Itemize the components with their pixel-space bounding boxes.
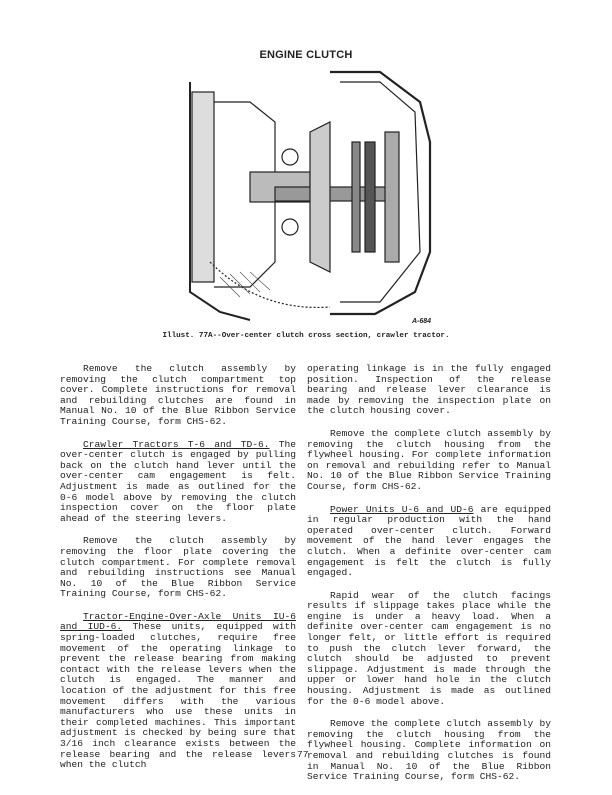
page-title: ENGINE CLUTCH [259, 49, 353, 61]
paragraph: Tractor-Engine-Over-Axle Units IU-6 and IUD-6. These units, equipped with spring-loaded clutches, require free movement of the operating linkage to prevent the release bearing from making contact with the release levers when the clutch is engaged. The manner and location of the adjustment for this free movement differs with the various manufacturers who use these units in their completed machines. This important adjustment is checked by being sure that 3/16 inch clearance exists between the release bearing and the release levers when the clutch [60, 610, 296, 771]
paragraph: Remove the complete clutch assembly by removing the clutch housing from the flywheel housing. Complete information on removal and rebuilding clutches is found in Manual No. 10 of the Blue Ribbon Service Training Course, form CHS-62. [307, 718, 551, 783]
paragraph: Remove the complete clutch assembly by removing the clutch housing from the flywheel housing. For complete information on removal and rebuilding refer to Manual No. 10 of the Blue Ribbon Service Training Course, form CHS-62. [307, 427, 551, 492]
section-heading: Crawler Tractors T-6 and TD-6. [83, 438, 270, 450]
left-column [60, 364, 296, 783]
figure-caption: Illust. 77A--Over-center clutch cross section, crawler tractor. [162, 332, 450, 340]
paragraph: Remove the clutch assembly by removing the clutch compartment top cover. Complete instructions for removal and rebuilding clutches are found in Manual No. 10 of the Blue Ribbon Service Training Course, form CHS-62. [60, 363, 296, 427]
paragraph: Remove the clutch assembly by removing the floor plate covering the clutch compartment. For complete removal and rebuilding instructions see Manual No. 10 of the Blue Ribbon Service Training Course, form CHS-62. [60, 535, 296, 600]
section-heading: Tractor-Engine-Over-Axle Units IU-6 and IUD-6. [60, 610, 296, 633]
paragraph: Power Units U-6 and UD-6 are equipped in regular production with the hand operated over-center clutch. Forward movement of the hand lever engages the clutch. When a definite over-center cam engagement is felt the clutch is fully engaged. [307, 503, 551, 579]
paragraph: operating linkage is in the fully engaged position. Inspection of the release bearing and release lever clearance is made by removing the inspection plate on the clutch housing cover. [307, 363, 551, 417]
page-number: 77 [297, 749, 309, 760]
right-column [307, 364, 551, 795]
paragraph: Crawler Tractors T-6 and TD-6. The over-center clutch is engaged by pulling back on the clutch hand lever until the over-center cam engagement is felt. Adjustment is made as outlined for the 0-6 model above by removing the clutch inspection cover on the floor plate ahead of the steering levers. [60, 438, 297, 524]
paragraph: Rapid wear of the clutch facings results if slippage takes place while the engine is under a heavy load. When a definite over-center cam engagement is no longer felt, or little effort is required to push the clutch lever forward, the clutch should be adjusted to prevent slippage. Adjustment is made through the upper or lower hand hole in the clutch housing. Adjustment is made as outlined for the 0-6 model above. [307, 589, 551, 707]
section-heading: Power Units U-6 and UD-6 [330, 503, 474, 515]
figure-code: A-684 [412, 318, 432, 325]
clutch-cross-section-illustration [180, 62, 440, 324]
